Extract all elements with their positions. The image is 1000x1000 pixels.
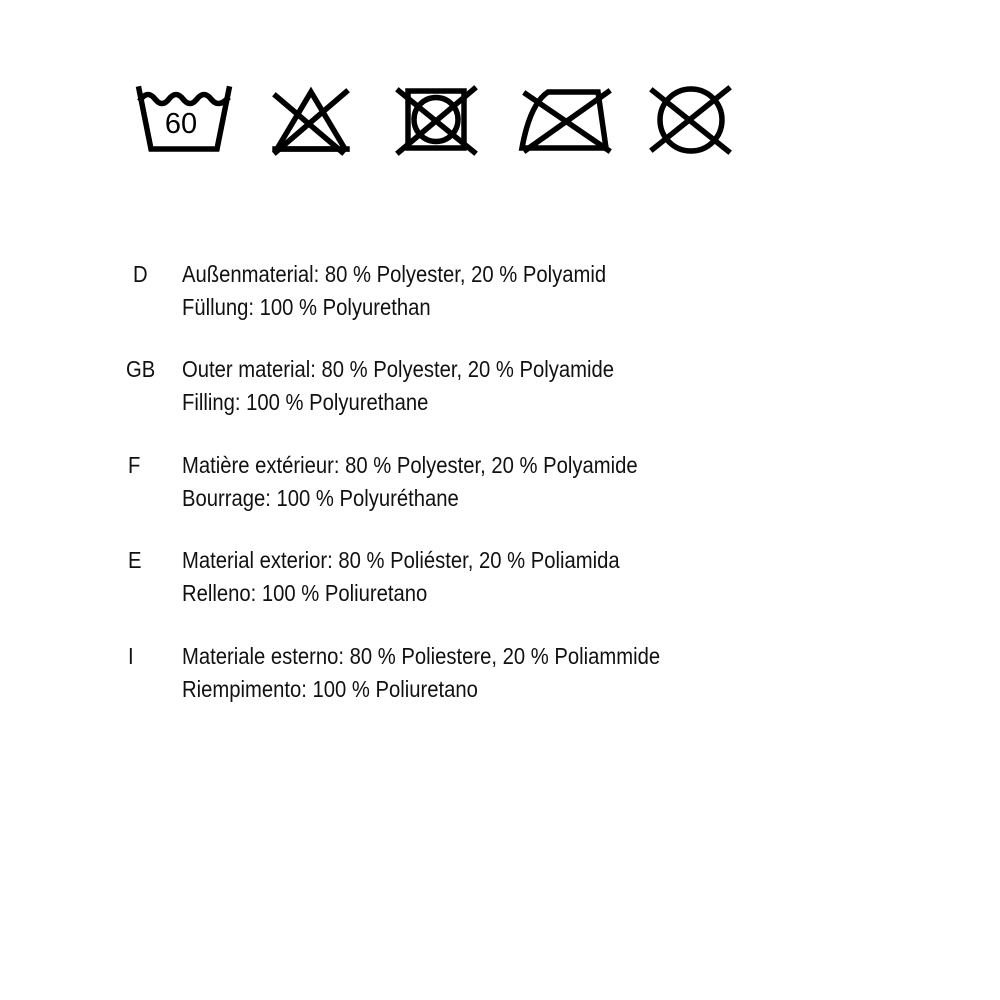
outer-material-text: Außenmaterial: 80 % Polyester, 20 % Polyamid [182, 261, 607, 287]
wash-temperature-label: 60 [164, 108, 198, 140]
filling-text: Filling: 100 % Polyurethane [182, 389, 429, 415]
filling-text: Bourrage: 100 % Polyuréthane [182, 485, 459, 511]
composition-block-it [0, 640, 1000, 710]
filling-text: Relleno: 100 % Poliuretano [182, 580, 428, 606]
language-code: GB [126, 356, 156, 382]
composition-block-es [0, 544, 1000, 614]
language-code: I [128, 643, 134, 669]
composition-block-fr [0, 449, 1000, 519]
outer-material-text: Matière extérieur: 80 % Polyester, 20 % Polyamide [182, 452, 638, 478]
outer-material-text: Material exterior: 80 % Poliéster, 20 % Poliamida [182, 547, 620, 573]
language-code: F [128, 452, 141, 478]
outer-material-text: Outer material: 80 % Polyester, 20 % Polyamide [182, 356, 614, 382]
composition-block-gb [0, 353, 1000, 423]
filling-text: Riempimento: 100 % Poliuretano [182, 676, 478, 702]
composition-block-de [0, 258, 1000, 328]
language-code: E [128, 547, 142, 573]
language-code: D [133, 261, 148, 287]
outer-material-text: Materiale esterno: 80 % Poliestere, 20 % Poliammide [182, 643, 661, 669]
filling-text: Füllung: 100 % Polyurethan [182, 294, 431, 320]
